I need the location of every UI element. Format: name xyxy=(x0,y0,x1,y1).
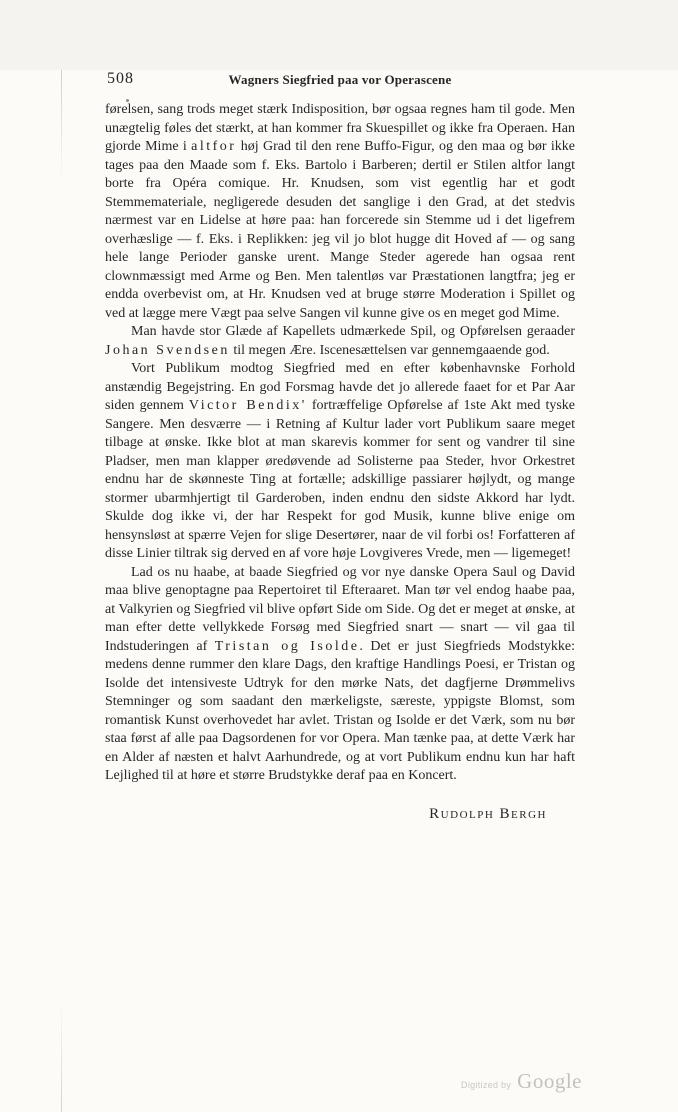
text-segment: Man havde stor Glæde af Kapellets udmærkede Spil, og Opførelsen geraader xyxy=(131,324,575,339)
google-watermark xyxy=(461,1069,582,1094)
paragraph xyxy=(105,360,575,564)
emphasized-text: Tristan og Isolde xyxy=(214,638,360,654)
running-title: Wagners Siegfried paa vor Operascene xyxy=(228,72,452,87)
paragraph xyxy=(105,323,575,360)
text-segment: Vort Publikum modtog Siegfried med en efter københavnske Forhold anstændig Begejstring. En god Forsmag havde det jo allerede faaet for et Par Aar siden gennem xyxy=(105,361,575,413)
text-segment: førelsen, sang trods meget stærk Indisposition, bør ogsaa regnes ham til gode. Men unægtelig føles det stærkt, at han kommer fra Skuespillet og ikke fra Operaen. Han gjorde Mime i xyxy=(105,102,575,154)
paragraph xyxy=(105,101,575,323)
paragraph xyxy=(105,564,575,786)
google-logo: Google xyxy=(517,1069,582,1093)
emphasized-text: altfor xyxy=(191,139,237,154)
scan-artifact-left-line xyxy=(61,70,62,1112)
scan-speck xyxy=(126,99,129,102)
page-body xyxy=(105,101,575,786)
page-header xyxy=(105,70,575,90)
emphasized-text: Johan Svendsen xyxy=(105,342,230,358)
scanned-page xyxy=(0,70,678,1112)
text-segment: . Det er just Siegfrieds Modstykke: medens denne rummer den klare Dags, den kraftige Handlings Poesi, er Tristan og Isolde det intensiveste Udtryk for den mørke Nats, det dagfjerne Drømmelivs Stemninger og som saadant den mærkeligste, særeste, yppigste Blomst, som romantisk Kunst overhovedet har avlet. Tristan og Isolde er det Værk, som nu bør staa først af alle paa Dagsordenen for vor Opera. Man tænke paa, at dette Værk har en Alder af næsten et halvt Aarhundrede, og at vort Publikum endnu kun har haft Lejlighed til at høre et større Brudstykke deraf paa en Koncert. xyxy=(105,638,575,783)
emphasized-text: Victor Bendix' xyxy=(188,398,307,413)
text-segment: Lad os nu haabe, at baade Siegfried og vor nye danske Opera Saul og David maa blive genoptagne paa Repertoiret til Efteraaret. Man tør vel endog haabe paa, at Valkyrien og Siegfried vil blive opført Side om Side. Og det er meget at ønske, at man efter dette vellykkede Forsøg med Siegfried snart — snart — vil gaa til Indstuderingen af xyxy=(105,564,575,654)
digitized-by-label: Digitized by xyxy=(461,1080,512,1090)
text-segment: høj Grad til den rene Buffo-Figur, og den maa og bør ikke tages paa den Maade som f. Eks. Bartolo i Barberen; dertil er Stilen altfor langt borte fra Opéra comique. Hr. Knudsen, som vist egentlig har et godt Stemmemateriale, negligerede desuden det sanglige i den Grad, at det stedvis nærmest var en Lidelse at høre paa: han forcerede sin Stemme ud i det ligefrem overhæslige — f. Eks. i Replikken: jeg vil jo blot hugge dit Hoved af — og sang hele lange Perioder ganske urent. Mange Steder agerede han ogsaa rent clownmæssigt med Arme og Ben. Men talentløs var Præstationen langtfra; jeg er endda overbevist om, at Hr. Knudsen ved at bruge større Moderation i Spillet og ved at lægge mere Vægt paa selve Sangen vil kunne give os en meget god Mime. xyxy=(105,139,575,321)
text-segment: fortræffelige Opførelse af 1ste Akt med tyske Sangere. Men desværre — i Retning af Kultur lader vort Publikum saare meget tilbage at ønske. Ikke blot at man skarevis kommer for sent og vandrer til sine Pladser, men man klapper øredøvende ad Solisterne paa Steder, hvor Orkestret endnu har de skønneste Ting at fortælle; adskillige passiarer højlydt, og mange stormer ubarmhjertigt til Garderoben, inden endnu den sidste Akkord har lydt. Skulde dog ikke vi, der har Respekt for god Musik, kunne blive enige om hensynsløst at spærre Vejen for slige Desertører, naar de vil forbi os! Forfatteren af disse Linier tiltrak sig derved en af vore høje Lovgiveres Vrede, men — ligemeget! xyxy=(105,398,575,561)
text-segment: til megen Ære. Iscenesættelsen var gennemgaaende god. xyxy=(229,342,550,358)
page-number: 508 xyxy=(107,70,134,87)
author-signature: Rudolph Bergh xyxy=(429,805,547,822)
